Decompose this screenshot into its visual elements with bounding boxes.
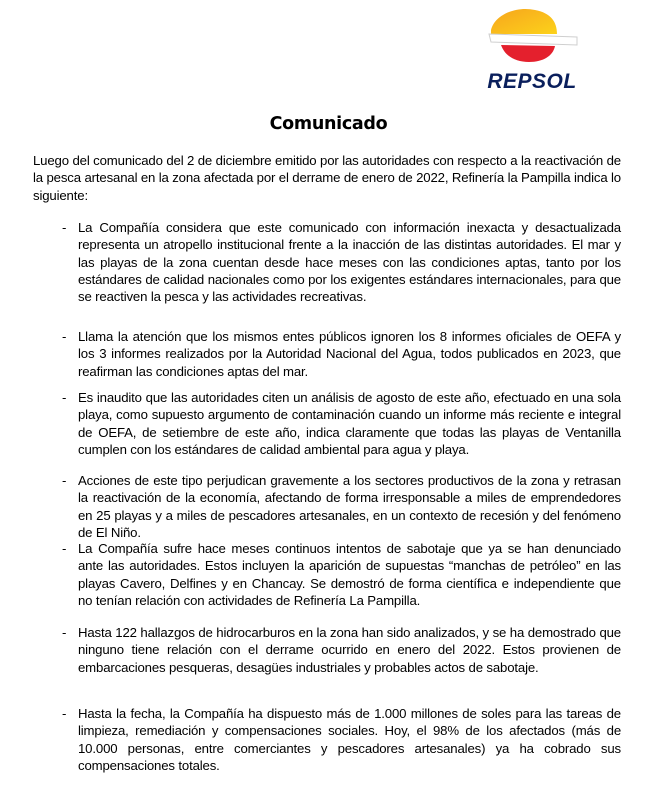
page-title: Comunicado bbox=[269, 114, 388, 134]
bullet-marker: - bbox=[62, 220, 67, 235]
bullet-marker: - bbox=[62, 473, 67, 488]
list-item-text: La Compañía considera que este comunicado con información inexacta y desactualizada representa un atropello institucional frente a la inacción de las distintas autoridades. El mar y las playas de la zona cuentan desde hace meses con las condiciones aptas, tanto por los estándares de calidad nacionales como por los exigentes estándares internacionales, para que se reactiven la pesca y las actividades recreativas. bbox=[78, 220, 621, 305]
list-item-text: Acciones de este tipo perjudican gravemente a los sectores productivos de la zona y retrasan la reactivación de la economía, afectando de forma irresponsable a miles de emprendedores en 25 playas y a miles de pescadores artesanales, en un contexto de recesión y del fenómeno de El Niño. bbox=[78, 473, 621, 540]
list-item-text: Es inaudito que las autoridades citen un análisis de agosto de este año, efectuado en una sola playa, como supuesto argumento de contaminación cuando un informe más reciente e integral de OEFA, de setiembre de este año, indica claramente que todas las playas de Ventanilla cumplen con los estándares de calidad ambiental para agua y playa. bbox=[78, 390, 621, 457]
list-item-text: Llama la atención que los mismos entes públicos ignoren los 8 informes oficiales de OEFA y los 3 informes realizados por la Autoridad Nacional del Agua, todos publicados en 2023, que reafirman las condiciones aptas del mar. bbox=[78, 329, 621, 379]
repsol-wordmark: REPSOL bbox=[487, 70, 577, 93]
repsol-logo bbox=[477, 4, 587, 94]
bullet-marker: - bbox=[62, 329, 67, 344]
list-item-text: Hasta la fecha, la Compañía ha dispuesto más de 1.000 millones de soles para las tareas de limpieza, remediación y compensaciones sociales. Hoy, el 98% de los afectados (más de 10.000 personas, entre comerciantes y pescadores artesanales) ya ha cobrado sus compensaciones totales. bbox=[78, 706, 621, 773]
bullet-marker: - bbox=[62, 541, 67, 556]
repsol-logo-icon bbox=[477, 4, 587, 70]
bullet-marker: - bbox=[62, 625, 67, 640]
bullet-marker: - bbox=[62, 390, 67, 405]
list-item-text: Hasta 122 hallazgos de hidrocarburos en la zona han sido analizados, y se ha demostrado que ninguno tiene relación con el derrame ocurrido en enero del 2022. Estos provienen de embarcaciones pesqueras, desagües industriales y probables actos de sabotaje. bbox=[78, 625, 621, 675]
list-item-text: La Compañía sufre hace meses continuos intentos de sabotaje que ya se han denunciado ante las autoridades. Estos incluyen la aparición de supuestas “manchas de petróleo” en las playas Cavero, Delfines y en Chancay. Se demostró de forma científica e independiente que no tenían relación con actividades de Refinería La Pampilla. bbox=[78, 541, 621, 608]
intro-paragraph: Luego del comunicado del 2 de diciembre emitido por las autoridades con respecto a la reactivación de la pesca artesanal en la zona afectada por el derrame de enero de 2022, Refinería la Pampilla indica lo siguiente: bbox=[33, 153, 621, 203]
bullet-marker: - bbox=[62, 706, 67, 721]
